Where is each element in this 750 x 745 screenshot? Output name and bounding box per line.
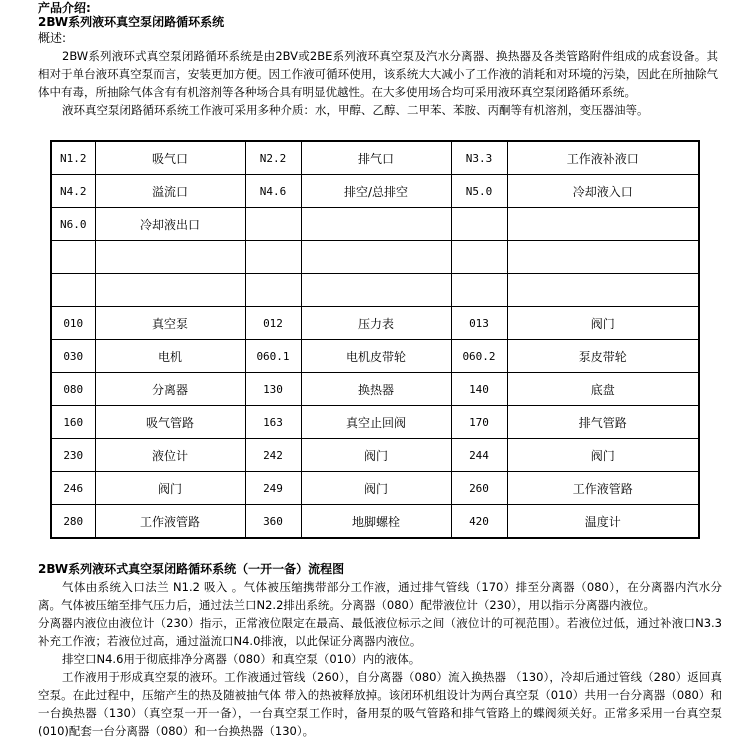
name-cell: 阀门 [507,439,699,472]
name-cell: 液位计 [95,439,245,472]
intro-section [38,0,718,119]
code-cell: N4.6 [245,175,301,208]
code-cell: 013 [451,307,507,340]
name-cell [95,274,245,307]
name-cell: 地脚螺栓 [301,505,451,539]
table-row [51,406,699,439]
code-cell [51,274,95,307]
code-cell [51,241,95,274]
name-cell [507,274,699,307]
table-row [51,141,699,175]
code-cell: N3.3 [451,141,507,175]
name-cell: 真空止回阀 [301,406,451,439]
table-row [51,241,699,274]
flow-title: 2BW系列液环式真空泵闭路循环系统（一开一备）流程图 [38,562,345,576]
table-row [51,208,699,241]
code-cell: 249 [245,472,301,505]
name-cell: 冷却液入口 [507,175,699,208]
table-row [51,505,699,539]
code-cell [451,241,507,274]
code-cell: N1.2 [51,141,95,175]
name-cell: 工作液补液口 [507,141,699,175]
code-cell: 012 [245,307,301,340]
code-cell: 170 [451,406,507,439]
table-row [51,274,699,307]
code-cell: 060.1 [245,340,301,373]
code-cell: 244 [451,439,507,472]
name-cell: 溢流口 [95,175,245,208]
flow-paragraph-3: 排空口N4.6用于彻底排净分离器（080）和真空泵（010）内的液体。 [62,652,421,666]
name-cell: 分离器 [95,373,245,406]
code-cell [245,274,301,307]
table-row [51,439,699,472]
code-cell: 160 [51,406,95,439]
code-cell: 360 [245,505,301,539]
name-cell: 排气管路 [507,406,699,439]
name-cell: 排空/总排空 [301,175,451,208]
name-cell: 工作液管路 [507,472,699,505]
code-cell: 246 [51,472,95,505]
name-cell [301,274,451,307]
code-cell: 010 [51,307,95,340]
code-cell [451,274,507,307]
code-cell: 060.2 [451,340,507,373]
name-cell: 阀门 [301,439,451,472]
code-cell [245,241,301,274]
name-cell: 压力表 [301,307,451,340]
name-cell: 真空泵 [95,307,245,340]
code-cell: N6.0 [51,208,95,241]
name-cell [301,208,451,241]
flow-paragraph-2: 分离器内液位由液位计（230）指示，正常液位限定在最高、最低液位标示之间（液位计的可视范围）。若液位过低，通过补液口N3.3补充工作液；若液位过高，通过溢流口N4.0排液，以此保证分离器内液位。 [38,616,722,648]
name-cell: 阀门 [507,307,699,340]
page-title: 产品介绍: [38,1,91,15]
name-cell [507,208,699,241]
name-cell [507,241,699,274]
code-cell: 420 [451,505,507,539]
port-component-table [50,140,700,539]
medium-paragraph: 液环真空泵闭路循环系统工作液可采用多种介质：水，甲醇、乙醇、二甲苯、苯胺、丙酮等有机溶剂，变压器油等。 [62,103,649,117]
code-cell [245,208,301,241]
code-cell: 130 [245,373,301,406]
flow-paragraph-1: 气体由系统入口法兰 N1.2 吸入 。气体被压缩携带部分工作液，通过排气管线（170）排至分离器（080），在分离器内汽水分离。气体被压缩至排气压力后，通过法兰口N2.2排出系统。分离器（080）配带液位计（230），用以指示分离器内液位。 [38,580,722,612]
name-cell: 冷却液出口 [95,208,245,241]
name-cell [95,241,245,274]
name-cell: 阀门 [301,472,451,505]
code-cell: 230 [51,439,95,472]
code-cell: 242 [245,439,301,472]
name-cell: 阀门 [95,472,245,505]
section-title: 2BW系列液环真空泵闭路循环系统 [38,15,225,29]
code-cell: N4.2 [51,175,95,208]
name-cell: 电机皮带轮 [301,340,451,373]
code-cell: 080 [51,373,95,406]
intro-paragraph: 2BW系列液环式真空泵闭路循环系统是由2BV或2BE系列液环真空泵及汽水分离器、换热器及各类管路附件组成的成套设备。其相对于单台液环真空泵而言，安装更加方便。因工作液可循环使用，该系统大大减小了工作液的消耗和对环境的污染，因此在所抽除气体中有毒，所抽除气体含有有机溶剂等各种场合具有明显优越性。在大多使用场合均可采用液环真空泵闭路循环系统。 [38,49,718,99]
flow-section [38,562,722,740]
name-cell: 吸气管路 [95,406,245,439]
code-cell: 163 [245,406,301,439]
code-cell: N2.2 [245,141,301,175]
table-row [51,340,699,373]
name-cell: 泵皮带轮 [507,340,699,373]
name-cell: 换热器 [301,373,451,406]
name-cell: 底盘 [507,373,699,406]
name-cell [301,241,451,274]
code-cell: 260 [451,472,507,505]
code-cell [451,208,507,241]
table-row [51,175,699,208]
name-cell: 排气口 [301,141,451,175]
code-cell: N5.0 [451,175,507,208]
table-row [51,307,699,340]
code-cell: 030 [51,340,95,373]
overview-label: 概述: [38,31,67,45]
name-cell: 吸气口 [95,141,245,175]
code-cell: 140 [451,373,507,406]
name-cell: 温度计 [507,505,699,539]
name-cell: 工作液管路 [95,505,245,539]
table-row [51,472,699,505]
code-cell: 280 [51,505,95,539]
name-cell: 电机 [95,340,245,373]
table-row [51,373,699,406]
flow-paragraph-4: 工作液用于形成真空泵的液环。工作液通过管线（260），自分离器（080）流入换热器 （130），冷却后通过管线（280）返回真空泵。在此过程中，压缩产生的热及随被抽气体 带入的热被释放掉。该闭环机组设计为两台真空泵（010）共用一台分离器（080）和一台换热器（130）（真空泵一开一备），一台真空泵工作时，备用泵的吸气管路和排气管路上的蝶阀须关好。正常多采用一台真空泵(010)配套一台分离器（080）和一台换热器（130）。 [38,670,722,738]
